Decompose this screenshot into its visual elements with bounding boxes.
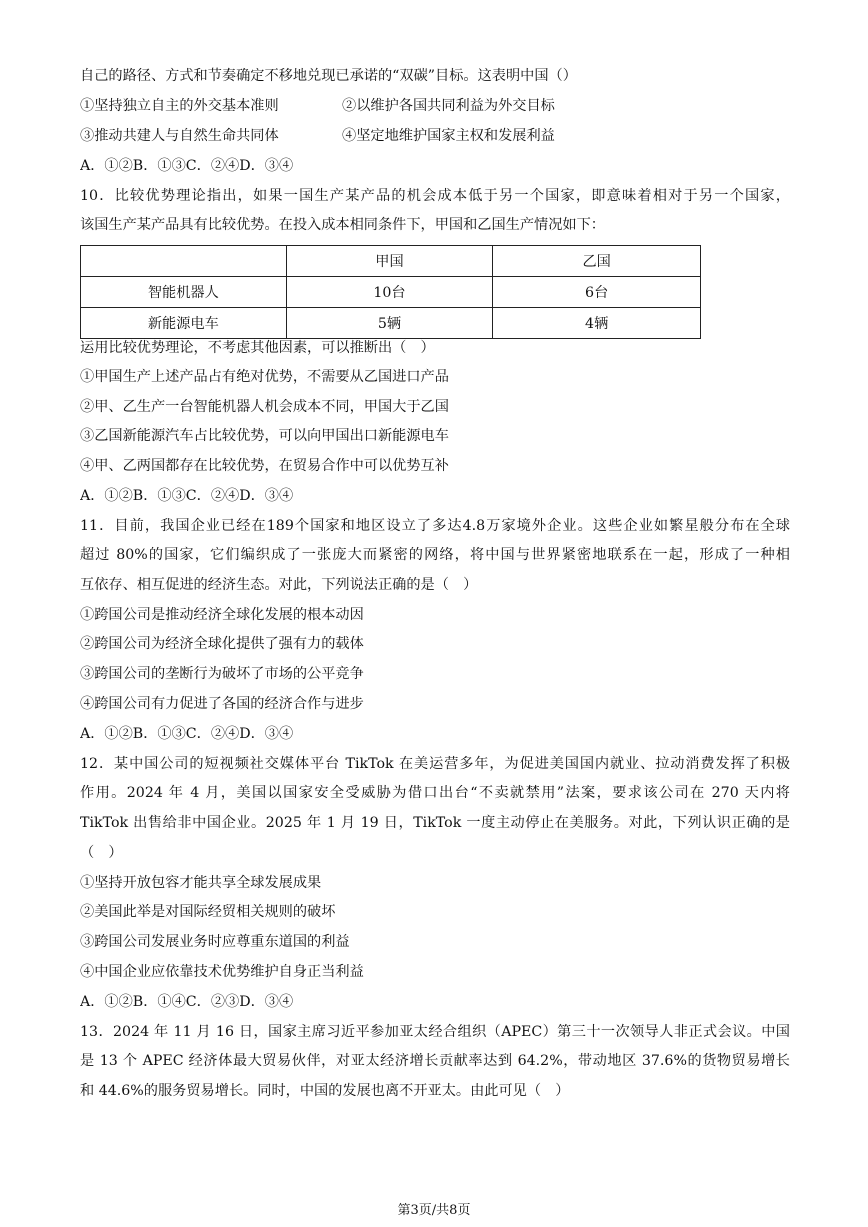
table-row	[81, 308, 701, 339]
q10-option-4: ④甲、乙两国都存在比较优势，在贸易合作中可以优势互补	[80, 458, 449, 474]
q11-option-2: ②跨国公司为经济全球化提供了强有力的载体	[80, 636, 364, 652]
q9-answer-choices: A．①②B．①③C．②④D．③④	[80, 158, 294, 174]
q9-option-2: ②以维护各国共同利益为外交目标	[342, 98, 555, 114]
table-header-cell: 甲国	[286, 246, 493, 277]
page-number: 第3页/共8页	[397, 1203, 471, 1218]
q10-production-table	[80, 245, 701, 339]
q9-option-1: ①坚持独立自主的外交基本准则	[80, 98, 279, 114]
q10-option-3: ③乙国新能源汽车占比较优势，可以向甲国出口新能源电车	[80, 428, 449, 444]
table-row	[81, 277, 701, 308]
q12-stem-line-2: 作用。2024 年 4 月，美国以国家安全受威胁为借口出台“不卖就禁用”法案，要求该公司在 270 天内将	[80, 785, 790, 801]
q11-stem-line-2: 超过 80%的国家，它们编织成了一张庞大而紧密的网络，将中国与世界紧密地联系在一起，形成了一种相	[80, 547, 790, 563]
q12-option-3: ③跨国公司发展业务时应尊重东道国的利益	[80, 934, 350, 950]
q11-option-4: ④跨国公司有力促进了各国的经济合作与进步	[80, 696, 364, 712]
q11-stem-line-3: 互依存、相互促进的经济生态。对此，下列说法正确的是（ ）	[80, 577, 478, 593]
q9-options-row-1	[80, 96, 800, 116]
q12-option-4: ④中国企业应依靠技术优势维护自身正当利益	[80, 964, 364, 980]
table-cell: 6台	[493, 277, 701, 308]
q13-stem-line-2: 是 13 个 APEC 经济体最大贸易伙伴，对亚太经济增长贡献率达到 64.2%，带动地区 37.6%的货物贸易增长	[80, 1053, 790, 1069]
table-cell: 10台	[286, 277, 493, 308]
q9-option-4: ④坚定地维护国家主权和发展利益	[342, 128, 555, 144]
q12-stem-line-3: TikTok 出售给非中国企业。2025 年 1 月 19 日，TikTok 一度主动停止在美服务。对此，下列认识正确的是	[80, 815, 790, 831]
table-header-cell	[81, 246, 287, 277]
q12-answer-choices: A．①②B．①④C．②③D．③④	[80, 994, 294, 1010]
q10-answer-choices: A．①②B．①③C．②④D．③④	[80, 488, 294, 504]
table-cell: 5辆	[286, 308, 493, 339]
q9-option-3: ③推动共建人与自然生命共同体	[80, 128, 279, 144]
q11-option-1: ①跨国公司是推动经济全球化发展的根本动因	[80, 607, 364, 623]
q12-option-2: ②美国此举是对国际经贸相关规则的破坏	[80, 904, 336, 920]
q12-stem-line-4: （ ）	[80, 845, 123, 861]
q12-option-1: ①坚持开放包容才能共享全球发展成果	[80, 875, 322, 891]
q10-stem-line-1: 10．比较优势理论指出，如果一国生产某产品的机会成本低于另一个国家，即意味着相对于另一个国家，	[80, 188, 790, 204]
q10-option-1: ①甲国生产上述产品占有绝对优势，不需要从乙国进口产品	[80, 369, 449, 385]
q10-stem-line-2: 该国生产某产品具有比较优势。在投入成本相同条件下，甲国和乙国生产情况如下：	[80, 217, 605, 233]
table-header-row	[81, 246, 701, 277]
q11-answer-choices: A．①②B．①③C．②④D．③④	[80, 726, 294, 742]
q11-option-3: ③跨国公司的垄断行为破坏了市场的公平竞争	[80, 666, 364, 682]
table-cell: 4辆	[493, 308, 701, 339]
table-cell: 新能源电车	[81, 308, 287, 339]
q10-option-2: ②甲、乙生产一台智能机器人机会成本不同，甲国大于乙国	[80, 399, 449, 415]
q12-stem-line-1: 12．某中国公司的短视频社交媒体平台 TikTok 在美运营多年，为促进美国国内就业、拉动消费发挥了积极	[80, 756, 790, 772]
table-cell: 智能机器人	[81, 277, 287, 308]
q9-options-row-2	[80, 126, 800, 146]
q13-stem-line-1: 13．2024 年 11 月 16 日，国家主席习近平参加亚太经合组织（APEC）第三十一次领导人非正式会议。中国	[80, 1024, 790, 1040]
table-header-cell: 乙国	[493, 246, 701, 277]
q9-stem-line: 自己的路径、方式和节奏确定不移地兑现已承诺的“双碳”目标。这表明中国（）	[80, 68, 577, 84]
q13-stem-line-3: 和 44.6%的服务贸易增长。同时，中国的发展也离不开亚太。由此可见（ ）	[80, 1083, 570, 1099]
q11-stem-line-1: 11．目前，我国企业已经在189个国家和地区设立了多达4.8万家境外企业。这些企业如繁星般分布在全球	[80, 518, 790, 534]
q10-question: 运用比较优势理论，不考虑其他因素，可以推断出（ ）	[80, 340, 435, 356]
